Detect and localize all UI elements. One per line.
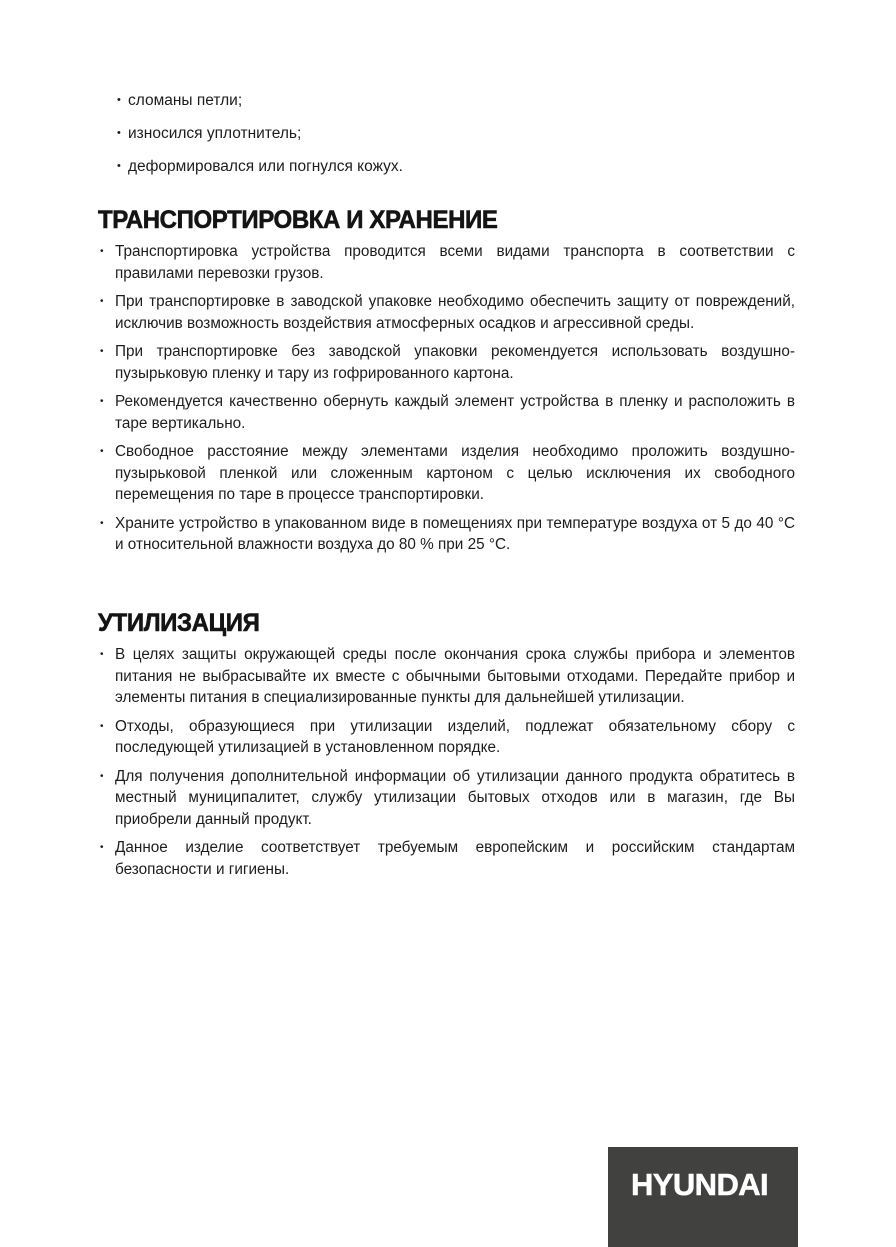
list-item: • Храните устройство в упакованном виде в помещениях при температуре воздуха от 5 до 40 °C и относительной влажности воздуха до 80 % при 25 °C. [98, 513, 795, 556]
bullet-list [98, 241, 795, 556]
bullet-list [98, 644, 795, 880]
list-item: • Транспортировка устройства проводится всеми видами транспорта в соответствии с правилами перевозки грузов. [98, 241, 795, 284]
list-item: • Свободное расстояние между элементами изделия необходимо проложить воздушно-пузырьковой пленкой или сложенным картоном с целью исключения их свободного перемещения по таре в процессе транспортировки. [98, 441, 795, 506]
list-item: • износился уплотнитель; [117, 125, 797, 142]
list-item: • Отходы, образующиеся при утилизации изделий, подлежат обязательному сбору с последующей утилизацией в установленном порядке. [98, 716, 795, 759]
list-item: • В целях защиты окружающей среды после окончания срока службы прибора и элементов питания не выбрасывайте их вместе с обычными бытовыми отходами. Передайте прибор и элементы питания в специализированные пункты для дальнейшей утилизации. [98, 644, 795, 709]
brand-plate [608, 1147, 798, 1247]
brand-wordmark: HYUNDAI [631, 1167, 769, 1202]
list-item: • При транспортировке без заводской упаковки рекомендуется использовать воздушно-пузырьковую пленку и тару из гофрированного картона. [98, 341, 795, 384]
list-item: • Данное изделие соответствует требуемым европейским и российским стандартам безопасности и гигиены. [98, 837, 795, 880]
list-item: • При транспортировке в заводской упаковке необходимо обеспечить защиту от повреждений, исключив возможность воздействия атмосферных осадков и агрессивной среды. [98, 291, 795, 334]
list-item: • Рекомендуется качественно обернуть каждый элемент устройства в пленку и расположить в таре вертикально. [98, 391, 795, 434]
fragment-bullet-list [117, 92, 797, 191]
section-heading: ТРАНСПОРТИРОВКА И ХРАНЕНИЕ [98, 206, 498, 234]
section-transport-storage [98, 206, 795, 556]
section-disposal [98, 609, 795, 880]
section-heading: УТИЛИЗАЦИЯ [98, 609, 260, 637]
list-item: • сломаны петли; [117, 92, 797, 109]
list-item: • Для получения дополнительной информации об утилизации данного продукта обратитесь в местный муниципалитет, службу утилизации бытовых отходов или в магазин, где Вы приобрели данный продукт. [98, 766, 795, 831]
list-item: • деформировался или погнулся кожух. [117, 158, 797, 175]
